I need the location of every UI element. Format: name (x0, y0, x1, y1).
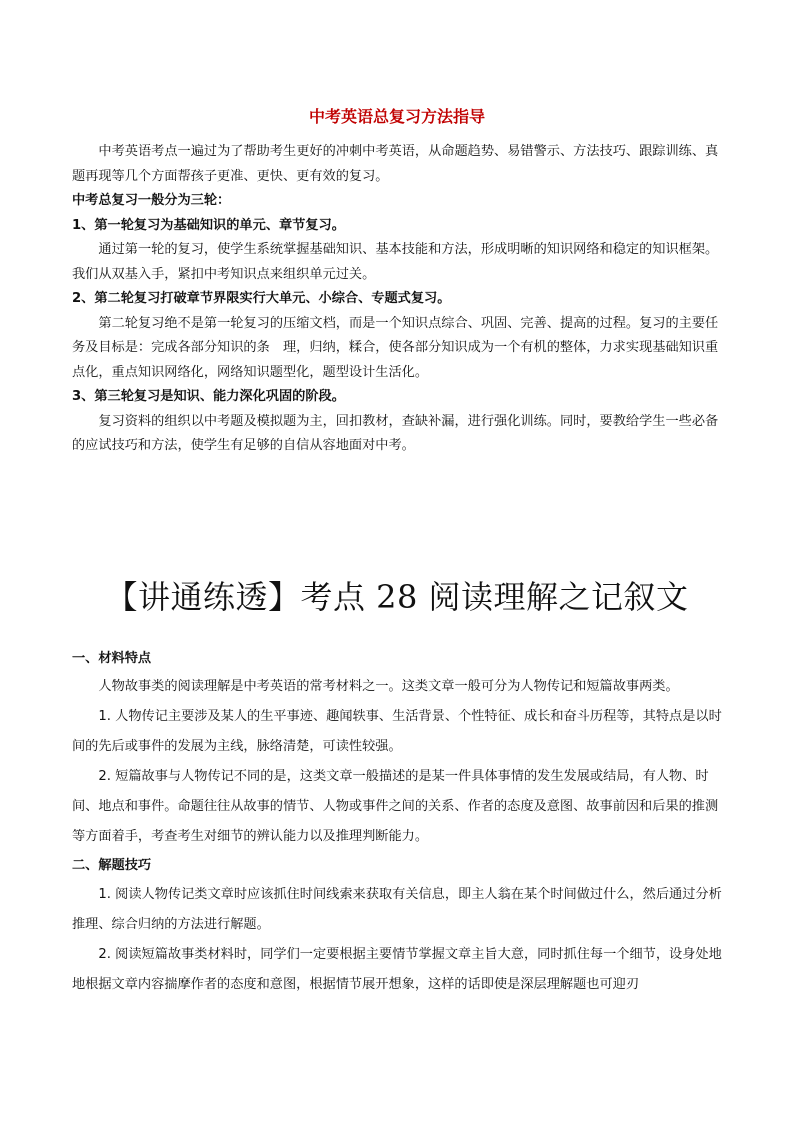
section1-item1: 1. 人物传记主要涉及某人的生平事迹、趣闻轶事、生活背景、个性特征、成长和奋斗历程等，其特点是以时间的先后或事件的发展为主线，脉络清楚，可读性较强。 (72, 709, 722, 754)
section2-item2: 2. 阅读短篇故事类材料时，同学们一定要根据主要情节掌握文章主旨大意，同时抓住每一个细节，设身处地地根据文章内容揣摩作者的态度和意图，根据情节展开想象，这样的话即使是深层理解题也可迎刃 (72, 947, 722, 992)
section2-item1: 1. 阅读人物传记类文章时应该抓住时间线索来获取有关信息，即主人翁在某个时间做过什么，然后通过分析推理、综合归纳的方法进行解题。 (72, 887, 722, 932)
round2-text: 第二轮复习绝不是第一轮复习的压缩文档，而是一个知识点综合、巩固、完善、提高的过程。复习的主要任务及目标是：完成各部分知识的条 理，归纳，糅合，使各部分知识成为一个有机的整体，力求实现基础知识重点化，重点知识网络化，网络知识题型化，题型设计生活化。 (72, 315, 719, 380)
guide-intro: 中考英语考点一遍过为了帮助考生更好的冲刺中考英语，从命题趋势、易错警示、方法技巧、跟踪训练、真题再现等几个方面帮孩子更准、更快、更有效的复习。 (72, 144, 719, 184)
guide-title: 中考英语总复习方法指导 (308, 107, 485, 126)
round3-heading: 3、第三轮复习是知识、能力深化巩固的阶段。 (72, 389, 345, 404)
lesson-body (72, 646, 722, 1000)
round3-text: 复习资料的组织以中考题及模拟题为主，回扣教材，查缺补漏，进行强化训练。同时，要教给学生一些必备的应试技巧和方法，使学生有足够的自信从容地面对中考。 (72, 413, 719, 453)
guide-body (72, 140, 722, 459)
round2-heading: 2、第二轮复习打破章节界限实行大单元、小综合、专题式复习。 (72, 291, 451, 306)
round1-heading: 1、第一轮复习为基础知识的单元、章节复习。 (72, 217, 345, 233)
section1-heading: 一、材料特点 (72, 651, 152, 666)
lesson-title: 【讲通练透】考点 28 阅读理解之记叙文 (105, 578, 689, 616)
section1-intro: 人物故事类的阅读理解是中考英语的常考材料之一。这类文章一般可分为人物传记和短篇故事两类。 (98, 679, 679, 694)
section1-item2: 2. 短篇故事与人物传记不同的是，这类文章一般描述的是某一件具体事情的发生发展或结局，有人物、时间、地点和事件。命题往往从故事的情节、人物或事件之间的关系、作者的态度及意图、故事前因和后果的推测等方面着手，考查考生对细节的辨认能力以及推理判断能力。 (72, 769, 719, 844)
rounds-heading: 中考总复习一般分为三轮： (72, 193, 231, 208)
section2-heading: 二、解题技巧 (72, 858, 152, 873)
round1-text: 通过第一轮的复习，使学生系统掌握基础知识、基本技能和方法，形成明晰的知识网络和稳定的知识框架。我们从双基入手，紧扣中考知识点来组织单元过关。 (72, 242, 719, 282)
